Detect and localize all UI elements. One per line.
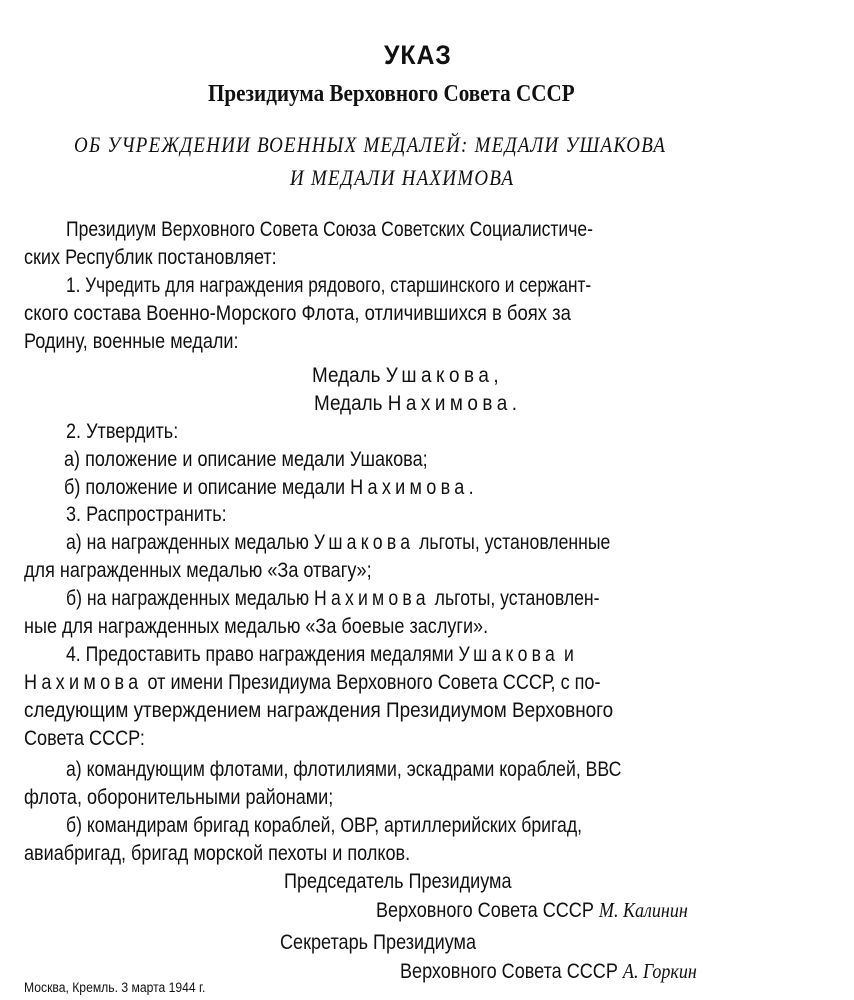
item-3-b-text: льготы, установлен-: [434, 587, 600, 610]
decree-title: УКАЗ: [384, 40, 452, 70]
item-4-b-line-2: авиабригад, бригад морской пехоты и полков.: [24, 842, 411, 865]
item-3-b-text: б) на награжденных медалью: [66, 587, 310, 610]
signature-2-title-line-2: [400, 959, 697, 984]
signature-title: Верховного Совета СССР: [376, 899, 594, 922]
item-3-label: 3. Распространить:: [66, 503, 227, 526]
item-4-b-line-1: б) командирам бригад кораблей, ОВР, артиллерийских бригад,: [66, 814, 583, 837]
signature-title: Верховного Совета СССР: [400, 960, 618, 983]
decree-subtitle: Президиума Верховного Совета СССР: [208, 81, 575, 107]
item-3-a-text: а) на награжденных медалью: [66, 531, 309, 554]
medal-name: Нахимова: [24, 671, 143, 694]
item-4-line-3: следующим утверждением награждения Президиумом Верховного: [24, 699, 614, 722]
item-1-line-1: 1. Учредить для награждения рядового, старшинского и сержант-: [66, 274, 592, 297]
item-3-b-line-2: ные для награжденных медалью «За боевые заслуги».: [24, 615, 489, 638]
signature-1-title-line-2: [376, 898, 688, 923]
decree-heading-line-2: И МЕДАЛИ НАХИМОВА: [290, 165, 515, 190]
item-4-line-1: [66, 643, 574, 667]
item-3-a-line-1: [66, 531, 610, 555]
item-4-a-line-2: флота, оборонительными районами;: [24, 786, 334, 809]
item-4-text: 4. Предоставить право награждения медалями: [66, 643, 454, 666]
item-3-b-line-1: [66, 587, 600, 611]
item-2-b-text: б) положение и описание медали: [64, 476, 346, 499]
item-2-b: [64, 476, 474, 500]
medal-nakhimov: [314, 392, 517, 416]
medal-suffix: .: [511, 392, 518, 415]
item-4-line-2: [24, 671, 600, 695]
place-and-date: Москва, Кремль. 3 марта 1944 г.: [24, 980, 206, 995]
signature-1-title-line-1: Председатель Президиума: [284, 870, 512, 893]
item-2-label: 2. Утвердить:: [66, 420, 179, 443]
medal-prefix: Медаль: [312, 364, 381, 387]
medal-name: Ушакова: [313, 531, 415, 554]
decree-heading-line-1: ОБ УЧРЕЖДЕНИИ ВОЕННЫХ МЕДАЛЕЙ: МЕДАЛИ УШАКОВА: [74, 132, 667, 157]
medal-name: Нахимова: [314, 587, 430, 610]
signature-2-title-line-1: Секретарь Президиума: [280, 931, 477, 954]
medal-suffix: ,: [493, 364, 499, 387]
medal-name: Нахимова: [387, 392, 512, 415]
medal-name: Нахимова: [350, 476, 469, 499]
medal-name: Ушакова: [385, 364, 494, 387]
signature-name: А. Горкин: [622, 959, 697, 983]
item-3-a-line-2: для награжденных медалью «За отвагу»;: [24, 559, 372, 582]
preamble-line-1: Президиум Верховного Совета Союза Советских Социалистиче-: [66, 218, 593, 241]
item-1-line-3: Родину, военные медали:: [24, 330, 239, 353]
preamble-line-2: ских Республик постановляет:: [24, 246, 277, 269]
medal-prefix: Медаль: [314, 392, 383, 415]
item-3-a-text: льготы, установленные: [419, 531, 611, 554]
item-2-a: а) положение и описание медали Ушакова;: [64, 448, 428, 471]
medal-ushakov: [312, 364, 499, 388]
medal-name: Ушакова: [458, 643, 560, 666]
item-2-b-suffix: .: [468, 476, 474, 499]
item-1-line-2: ского состава Военно-Морского Флота, отличившихся в боях за: [24, 302, 571, 325]
item-4-line-4: Совета СССР:: [24, 727, 145, 750]
item-4-text: и: [563, 643, 574, 666]
signature-name: М. Калинин: [598, 898, 688, 922]
item-4-text: от имени Президиума Верховного Совета СССР, с по-: [147, 671, 601, 694]
item-4-a-line-1: а) командующим флотами, флотилиями, эскадрами кораблей, ВВС: [66, 758, 622, 781]
